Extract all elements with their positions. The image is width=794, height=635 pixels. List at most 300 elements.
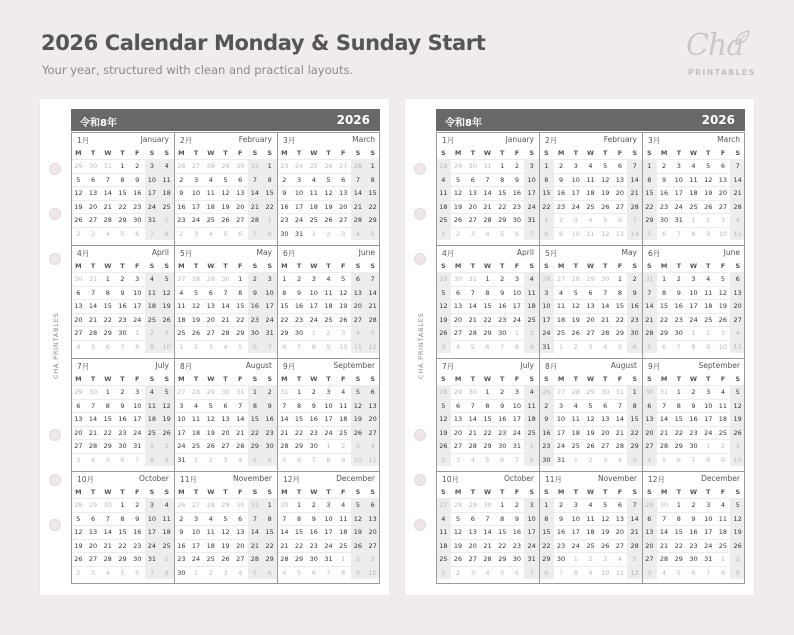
month-name: October [503, 474, 534, 483]
day-cell: 24 [539, 326, 554, 340]
day-cell: 15 [262, 186, 277, 200]
day-cell: 30 [233, 498, 248, 512]
day-cell: 26 [71, 552, 86, 566]
day-cell: 26 [218, 213, 233, 227]
day-cell: 27 [71, 326, 86, 340]
day-cell: 31 [671, 213, 686, 227]
month-name: September [333, 361, 375, 370]
day-cell: 30 [627, 326, 642, 340]
day-cell: 2 [686, 385, 701, 399]
weekday-label: T [470, 149, 476, 157]
year-label: 2026 [336, 113, 370, 127]
day-cell: 19 [351, 412, 366, 426]
day-cell: 29 [613, 326, 628, 340]
day-cell: 15 [277, 299, 292, 313]
weekday-label: M [557, 375, 565, 383]
day-cell: 14 [657, 525, 672, 539]
weekday-label: F [720, 262, 726, 270]
day-cell: 24 [145, 200, 160, 214]
day-cell: 17 [262, 299, 277, 313]
day-cell: 26 [539, 385, 554, 399]
day-cell: 5 [159, 385, 174, 399]
weekday-label: F [135, 149, 140, 157]
day-cell: 16 [686, 525, 701, 539]
day-cell: 1 [686, 326, 701, 340]
weekday-label: F [617, 375, 623, 383]
day-cell: 7 [701, 566, 716, 580]
day-cell: 17 [145, 525, 160, 539]
day-cell: 17 [671, 186, 686, 200]
weekday-label: S [164, 262, 170, 270]
day-cell: 5 [203, 399, 218, 413]
day-cell: 10 [701, 399, 716, 413]
day-cell: 7 [730, 159, 745, 173]
day-cell: 12 [568, 299, 583, 313]
day-cell: 28 [642, 326, 657, 340]
day-cell: 5 [436, 286, 451, 300]
day-cell: 25 [321, 313, 336, 327]
day-cell: 31 [174, 453, 189, 467]
day-cell: 15 [292, 412, 307, 426]
day-cell: 5 [598, 159, 613, 173]
day-cell: 5 [568, 286, 583, 300]
day-cell: 23 [495, 426, 510, 440]
day-cell: 8 [292, 512, 307, 526]
day-cell: 20 [613, 525, 628, 539]
day-cell: 1 [568, 453, 583, 467]
day-cell: 13 [613, 512, 628, 526]
day-cell: 5 [642, 340, 657, 354]
day-cell: 30 [262, 439, 277, 453]
day-cell: 20 [642, 426, 657, 440]
day-cell: 1 [100, 385, 115, 399]
day-cell: 6 [686, 566, 701, 580]
day-cell: 8 [480, 399, 495, 413]
day-cell: 15 [657, 299, 672, 313]
day-cell: 3 [701, 385, 716, 399]
day-cell: 13 [86, 186, 101, 200]
day-cell: 5 [86, 340, 101, 354]
day-cell: 27 [336, 213, 351, 227]
month-number: 4月 [77, 249, 90, 258]
day-cell: 2 [716, 439, 731, 453]
day-cell: 10 [159, 340, 174, 354]
day-cell: 6 [365, 385, 380, 399]
day-cell: 1 [436, 566, 451, 580]
month-number: 2月 [180, 136, 193, 145]
day-cell: 1 [436, 227, 451, 241]
day-cell: 22 [100, 426, 115, 440]
day-cell: 2 [436, 453, 451, 467]
day-cell: 28 [627, 539, 642, 553]
day-cell: 29 [115, 552, 130, 566]
day-cell: 14 [598, 299, 613, 313]
day-cell: 2 [277, 173, 292, 187]
day-cell: 30 [86, 159, 101, 173]
day-cell: 1 [495, 498, 510, 512]
day-cell: 7 [510, 453, 525, 467]
day-cell: 29 [465, 498, 480, 512]
day-cell: 19 [351, 525, 366, 539]
day-cell: 11 [203, 186, 218, 200]
weekday-label: S [441, 262, 446, 270]
day-cell: 3 [686, 272, 701, 286]
day-cell: 29 [365, 213, 380, 227]
month-number: 12月 [283, 475, 301, 484]
day-cell: 24 [262, 313, 277, 327]
day-cell: 21 [218, 313, 233, 327]
day-cell: 29 [233, 326, 248, 340]
day-cell: 21 [657, 426, 672, 440]
day-cell: 8 [248, 399, 263, 413]
day-cell: 6 [292, 453, 307, 467]
weekday-label: T [296, 488, 302, 496]
day-cell: 8 [510, 340, 525, 354]
month-name: January [140, 135, 169, 144]
day-cell: 9 [115, 286, 130, 300]
day-cell: 21 [86, 313, 101, 327]
day-cell: 31 [248, 498, 263, 512]
weekday-label: S [252, 149, 258, 157]
day-cell: 20 [86, 539, 101, 553]
day-cell: 10 [262, 286, 277, 300]
day-cell: 1 [510, 326, 525, 340]
day-cell: 28 [233, 439, 248, 453]
weekday-label: S [149, 262, 155, 270]
day-cell: 28 [71, 498, 86, 512]
day-cell: 3 [203, 340, 218, 354]
weekday-label: T [500, 375, 505, 383]
month-number: 9月 [283, 362, 296, 371]
day-cell: 16 [277, 200, 292, 214]
day-cell: 27 [174, 385, 189, 399]
day-cell: 18 [145, 299, 160, 313]
weekday-label: T [120, 149, 125, 157]
day-cell: 3 [336, 326, 351, 340]
day-cell: 1 [145, 439, 160, 453]
day-cell: 10 [730, 453, 745, 467]
day-cell: 7 [365, 272, 380, 286]
day-cell: 9 [495, 399, 510, 413]
day-cell: 11 [583, 227, 598, 241]
day-cell: 5 [115, 227, 130, 241]
day-cell: 18 [336, 412, 351, 426]
month-name: June [358, 248, 375, 257]
day-cell: 30 [292, 326, 307, 340]
day-cell: 22 [277, 313, 292, 327]
day-cell: 14 [218, 299, 233, 313]
day-cell: 29 [100, 326, 115, 340]
weekday-label: W [586, 488, 595, 496]
day-cell: 25 [524, 426, 539, 440]
day-cell: 8 [159, 566, 174, 580]
day-cell: 6 [277, 340, 292, 354]
day-cell: 29 [583, 272, 598, 286]
day-cell: 3 [524, 159, 539, 173]
day-cell: 3 [218, 566, 233, 580]
day-cell: 2 [115, 385, 130, 399]
day-cell: 3 [71, 453, 86, 467]
weekday-label: T [676, 262, 682, 270]
day-cell: 15 [642, 186, 657, 200]
day-cell: 26 [539, 272, 554, 286]
day-cell: 31 [613, 385, 628, 399]
day-cell: 4 [480, 227, 495, 241]
day-cell: 10 [130, 286, 145, 300]
day-cell: 7 [248, 512, 263, 526]
weekday-label: M [557, 262, 565, 270]
day-cell: 20 [613, 186, 628, 200]
day-cell: 22 [480, 313, 495, 327]
day-cell: 4 [203, 173, 218, 187]
day-cell: 5 [613, 340, 628, 354]
day-cell: 12 [598, 512, 613, 526]
day-cell: 6 [351, 272, 366, 286]
leaf-icon [734, 30, 750, 46]
side-brand-text: CHA PRINTABLES [52, 312, 60, 379]
day-cell: 27 [642, 439, 657, 453]
day-cell: 1 [480, 385, 495, 399]
day-cell: 28 [277, 439, 292, 453]
weekday-label: M [660, 488, 668, 496]
day-cell: 18 [203, 200, 218, 214]
day-cell: 14 [657, 412, 672, 426]
day-cell: 27 [554, 272, 569, 286]
day-cell: 21 [465, 313, 480, 327]
year-label: 2026 [701, 113, 735, 127]
day-cell: 15 [100, 299, 115, 313]
day-cell: 19 [321, 200, 336, 214]
day-cell: 17 [189, 539, 204, 553]
day-cell: 30 [598, 385, 613, 399]
day-cell: 6 [365, 498, 380, 512]
day-cell: 6 [613, 213, 628, 227]
day-cell: 3 [365, 552, 380, 566]
day-cell: 11 [436, 525, 451, 539]
weekday-label: M [178, 262, 185, 270]
day-cell: 6 [71, 286, 86, 300]
day-cell: 3 [451, 453, 466, 467]
day-cell: 31 [701, 552, 716, 566]
day-cell: 23 [554, 539, 569, 553]
day-cell: 7 [145, 227, 160, 241]
day-cell: 27 [436, 498, 451, 512]
day-cell: 4 [730, 326, 745, 340]
weekday-label: W [310, 262, 318, 270]
day-cell: 31 [657, 385, 672, 399]
day-cell: 7 [554, 566, 569, 580]
day-cell: 25 [336, 539, 351, 553]
day-cell: 4 [100, 566, 115, 580]
day-cell: 11 [524, 286, 539, 300]
day-cell: 2 [583, 453, 598, 467]
day-cell: 27 [336, 159, 351, 173]
day-cell: 13 [451, 299, 466, 313]
day-cell: 27 [613, 200, 628, 214]
day-cell: 25 [159, 539, 174, 553]
day-cell: 30 [495, 439, 510, 453]
day-cell: 22 [642, 200, 657, 214]
weekday-label: W [104, 149, 112, 157]
day-cell: 8 [130, 340, 145, 354]
day-cell: 8 [145, 453, 160, 467]
day-cell: 23 [510, 539, 525, 553]
day-cell: 4 [686, 159, 701, 173]
day-cell: 6 [598, 399, 613, 413]
calendar-page-monday [40, 99, 389, 595]
day-cell: 13 [233, 186, 248, 200]
weekday-label: S [735, 262, 741, 270]
day-cell: 29 [671, 552, 686, 566]
day-cell: 29 [539, 552, 554, 566]
month-name: July [155, 361, 169, 370]
day-cell: 29 [451, 385, 466, 399]
day-cell: 7 [100, 173, 115, 187]
day-cell: 7 [613, 399, 628, 413]
day-cell: 5 [233, 340, 248, 354]
day-cell: 28 [100, 552, 115, 566]
day-cell: 20 [71, 426, 86, 440]
day-cell: 4 [145, 272, 160, 286]
day-cell: 30 [218, 385, 233, 399]
day-cell: 12 [730, 399, 745, 413]
day-cell: 28 [627, 200, 642, 214]
day-cell: 6 [657, 340, 672, 354]
day-cell: 9 [716, 453, 731, 467]
day-cell: 10 [701, 512, 716, 526]
day-cell: 8 [321, 453, 336, 467]
day-cell: 12 [218, 186, 233, 200]
day-cell: 27 [465, 213, 480, 227]
day-cell: 28 [189, 272, 204, 286]
day-cell: 16 [627, 299, 642, 313]
day-cell: 4 [203, 227, 218, 241]
day-cell: 23 [292, 313, 307, 327]
day-cell: 7 [465, 286, 480, 300]
day-cell: 13 [71, 412, 86, 426]
day-cell: 7 [480, 512, 495, 526]
weekday-label: T [223, 488, 228, 496]
day-cell: 10 [351, 453, 366, 467]
day-cell: 14 [627, 227, 642, 241]
day-cell: 13 [365, 399, 380, 413]
day-cell: 25 [306, 159, 321, 173]
day-cell: 19 [189, 313, 204, 327]
day-cell: 23 [495, 313, 510, 327]
day-cell: 16 [686, 412, 701, 426]
era-label: 令和8年 [445, 118, 482, 129]
day-cell: 29 [480, 439, 495, 453]
day-cell: 21 [100, 539, 115, 553]
weekday-label: T [223, 375, 228, 383]
weekday-label: M [178, 149, 185, 157]
day-cell: 6 [71, 399, 86, 413]
day-cell: 28 [598, 326, 613, 340]
day-cell: 26 [730, 539, 745, 553]
day-cell: 29 [248, 439, 263, 453]
punch-hole [414, 474, 426, 486]
day-cell: 7 [627, 159, 642, 173]
day-cell: 28 [451, 498, 466, 512]
day-cell: 5 [730, 498, 745, 512]
weekday-label: W [104, 262, 112, 270]
day-cell: 30 [306, 439, 321, 453]
day-cell: 21 [657, 539, 672, 553]
weekday-label: F [514, 488, 520, 496]
day-cell: 11 [730, 227, 745, 241]
weekday-label: F [514, 375, 520, 383]
day-cell: 28 [568, 272, 583, 286]
day-cell: 28 [351, 159, 366, 173]
punch-hole [49, 474, 61, 486]
weekday-label: M [281, 375, 288, 383]
day-cell: 23 [130, 539, 145, 553]
day-cell: 11 [686, 173, 701, 187]
weekday-label: F [238, 488, 243, 496]
day-cell: 11 [306, 186, 321, 200]
day-cell: 11 [145, 399, 160, 413]
day-cell: 27 [613, 539, 628, 553]
day-cell: 3 [189, 512, 204, 526]
day-cell: 9 [554, 173, 569, 187]
day-cell: 2 [321, 227, 336, 241]
weekday-label: M [557, 488, 565, 496]
day-cell: 21 [100, 200, 115, 214]
day-cell: 18 [524, 412, 539, 426]
day-cell: 25 [203, 213, 218, 227]
year-calendar-monday-start [71, 109, 380, 585]
weekday-label: F [238, 375, 243, 383]
day-cell: 2 [451, 227, 466, 241]
day-cell: 31 [642, 272, 657, 286]
day-cell: 5 [115, 566, 130, 580]
day-cell: 7 [248, 173, 263, 187]
day-cell: 18 [716, 412, 731, 426]
day-cell: 26 [71, 213, 86, 227]
day-cell: 11 [159, 512, 174, 526]
day-cell: 20 [365, 525, 380, 539]
day-cell: 6 [451, 286, 466, 300]
day-cell: 28 [730, 200, 745, 214]
weekday-label: T [470, 375, 476, 383]
day-cell: 30 [233, 159, 248, 173]
day-cell: 11 [174, 299, 189, 313]
day-cell: 31 [321, 552, 336, 566]
day-cell: 18 [716, 525, 731, 539]
day-cell: 15 [495, 525, 510, 539]
day-cell: 10 [671, 173, 686, 187]
day-cell: 6 [262, 453, 277, 467]
weekday-label: T [573, 488, 579, 496]
day-cell: 9 [510, 512, 525, 526]
day-cell: 12 [336, 286, 351, 300]
day-cell: 10 [568, 227, 583, 241]
day-cell: 14 [465, 412, 480, 426]
day-cell: 14 [480, 186, 495, 200]
day-cell: 13 [218, 412, 233, 426]
day-cell: 3 [130, 385, 145, 399]
day-cell: 30 [642, 385, 657, 399]
weekday-label: M [281, 488, 288, 496]
day-cell: 5 [480, 453, 495, 467]
day-cell: 14 [86, 412, 101, 426]
weekday-label: F [720, 375, 726, 383]
day-cell: 22 [671, 539, 686, 553]
day-cell: 27 [365, 426, 380, 440]
day-cell: 18 [436, 539, 451, 553]
month-name: October [138, 474, 169, 483]
day-cell: 26 [436, 326, 451, 340]
